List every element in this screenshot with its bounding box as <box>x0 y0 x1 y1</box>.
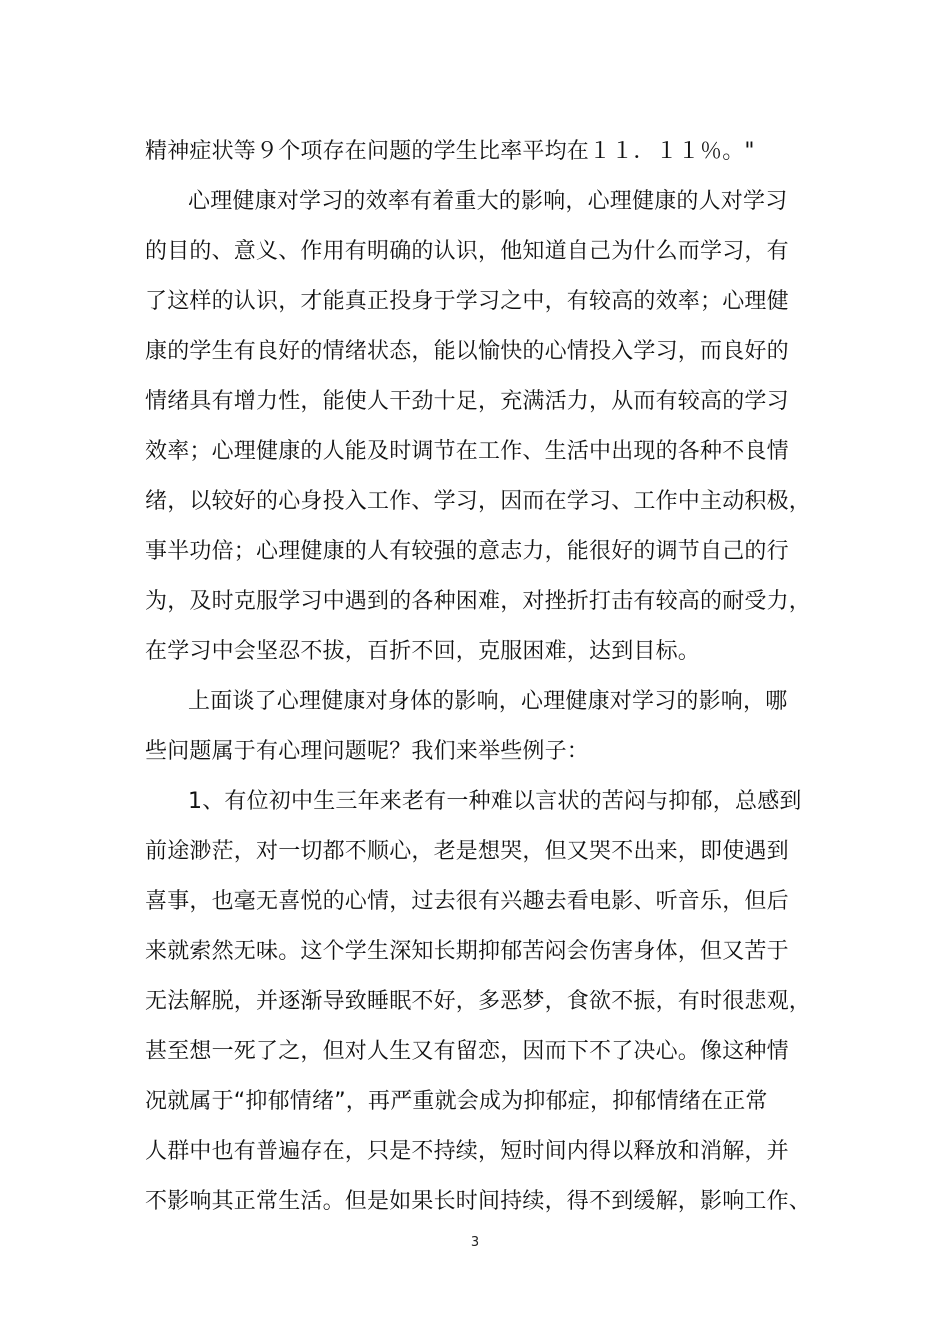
text-line: 在学习中会坚忍不拔，百折不回，克服困难，达到目标。 <box>145 639 701 664</box>
text-line: 前途渺茫，对一切都不顺心，老是想哭，但又哭不出来，即使遇到 <box>145 839 789 864</box>
text-line: 些问题属于有心理问题呢？我们来举些例子： <box>145 739 590 764</box>
text-line: 了这样的认识，才能真正投身于学习之中，有较高的效率；心理健 <box>145 289 789 314</box>
paragraph-start-line: 心理健康对学习的效率有着重大的影响，心理健康的人对学习 <box>188 189 788 214</box>
text-line: 为，及时克服学习中遇到的各种困难，对挫折打击有较高的耐受力， <box>145 589 812 614</box>
text-line: 甚至想一死了之，但对人生又有留恋，因而下不了决心。像这种情 <box>145 1039 789 1064</box>
text-line: 精神症状等９个项存在问题的学生比率平均在１１．１１％。" <box>145 139 755 164</box>
text-line: 绪，以较好的心身投入工作、学习，因而在学习、工作中主动积极， <box>145 489 812 514</box>
text-line: 效率；心理健康的人能及时调节在工作、生活中出现的各种不良情 <box>145 439 789 464</box>
text-line: 康的学生有良好的情绪状态，能以愉快的心情投入学习，而良好的 <box>145 339 789 364</box>
text-line: 况就属于“抑郁情绪”，再严重就会成为抑郁症，抑郁情绪在正常 <box>145 1089 768 1114</box>
text-line: 的目的、意义、作用有明确的认识，他知道自己为什么而学习，有 <box>145 239 789 264</box>
text-line: 人群中也有普遍存在，只是不持续，短时间内得以释放和消解，并 <box>145 1139 789 1164</box>
text-line: 事半功倍；心理健康的人有较强的意志力，能很好的调节自己的行 <box>145 539 789 564</box>
text-line: 情绪具有增力性，能使人干劲十足，充满活力，从而有较高的学习 <box>145 389 789 414</box>
paragraph-start-line: 1、有位初中生三年来老有一种难以言状的苦闷与抑郁，总感到 <box>188 789 802 814</box>
text-line: 来就索然无味。这个学生深知长期抑郁苦闷会伤害身体，但又苦于 <box>145 939 789 964</box>
text-line: 无法解脱，并逐渐导致睡眠不好，多恶梦，食欲不振，有时很悲观， <box>145 989 812 1014</box>
paragraph-start-line: 上面谈了心理健康对身体的影响，心理健康对学习的影响，哪 <box>188 689 788 714</box>
page-number: 3 <box>470 1235 480 1250</box>
text-line: 不影响其正常生活。但是如果长时间持续，得不到缓解，影响工作、 <box>145 1189 812 1214</box>
text-line: 喜事，也毫无喜悦的心情，过去很有兴趣去看电影、听音乐，但后 <box>145 889 789 914</box>
